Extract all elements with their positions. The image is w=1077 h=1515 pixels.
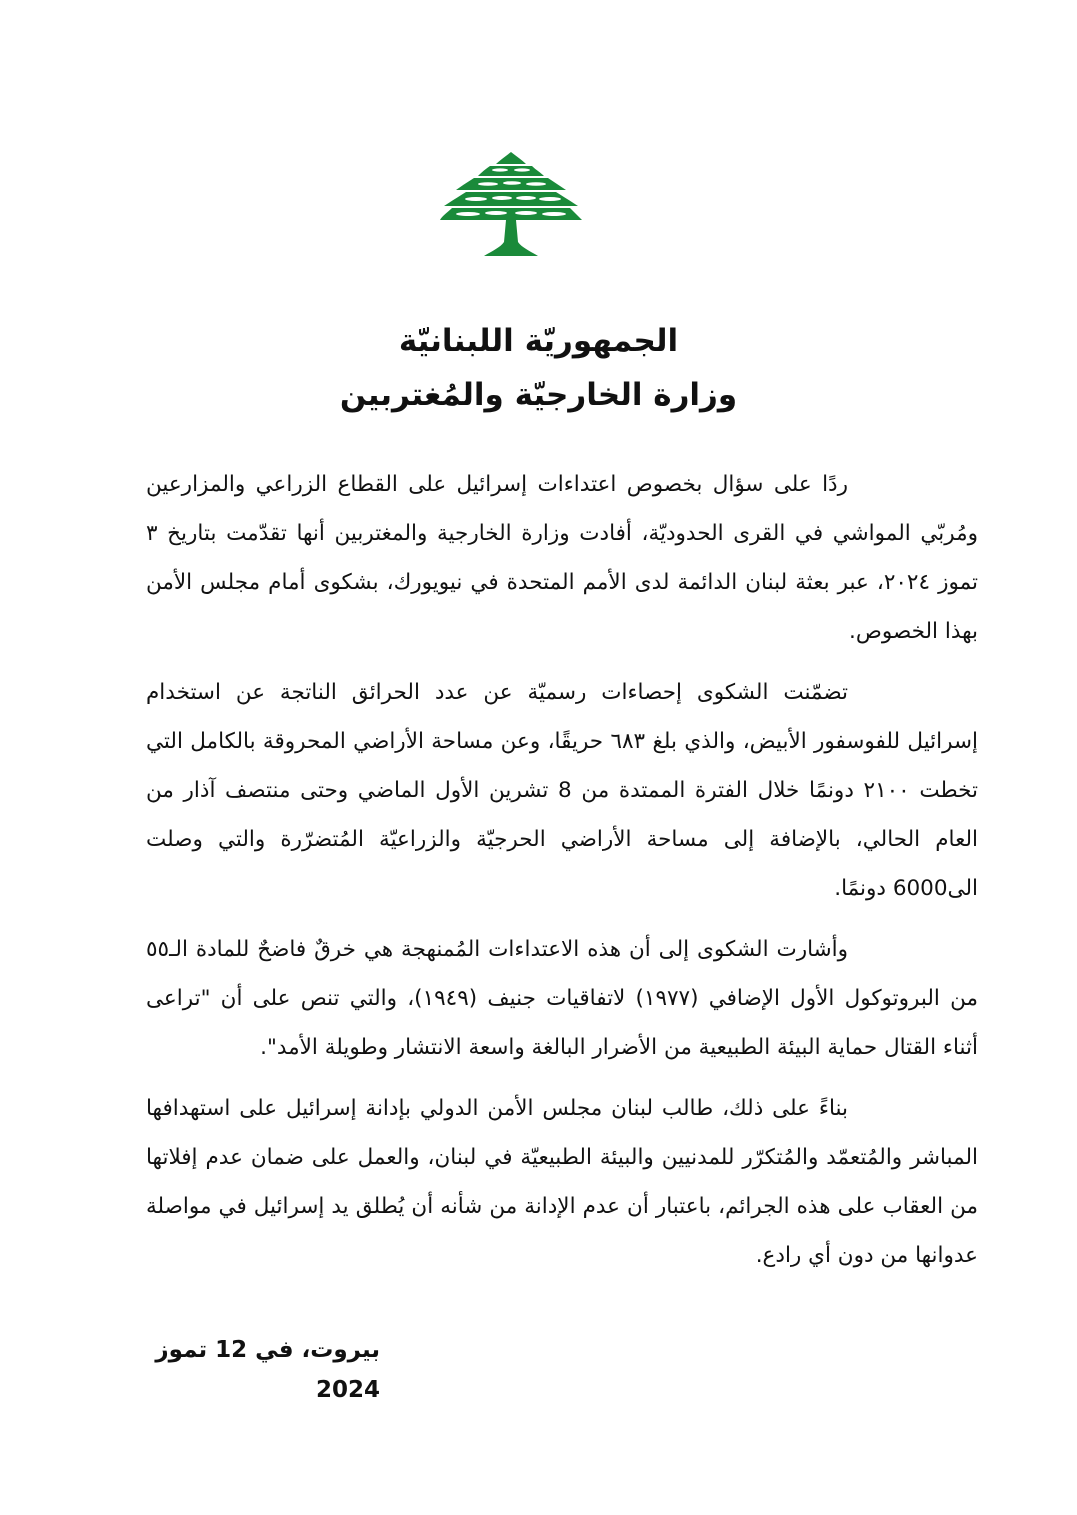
statement-body bbox=[146, 460, 978, 1292]
date-line: بيروت، في 12 تموز 2024 bbox=[155, 1337, 380, 1403]
paragraph: ردًا على سؤال بخصوص اعتداءات إسرائيل على القطاع الزراعي والمزارعين ومُربّي المواشي في القرى الحدوديّة، أفادت وزارة الخارجية والمغتربين أنها تقدّمت بتاريخ ٣ تموز ٢٠٢٤، عبر بعثة لبنان الدائمة لدى الأمم المتحدة في نيويورك، بشكوى أمام مجلس الأمن بهذا الخصوص. bbox=[146, 472, 978, 644]
country-title: الجمهوريّة اللبنانيّة bbox=[398, 323, 679, 359]
paragraph: تضمّنت الشكوى إحصاءات رسميّة عن عدد الحرائق الناتجة عن استخدام إسرائيل للفوسفور الأبيض، والذي بلغ ٦٨٣ حريقًا، وعن مساحة الأراضي المحروقة بالكامل التي تخطت ٢١٠٠ دونمًا خلال الفترة الممتدة من 8 تشرين الأول الماضي وحتى منتصف آذار من العام الحالي، بالإضافة إلى مساحة الأراضي الحرجيّة والزراعيّة المُتضرّرة والتي وصلت الى6000 دونمًا. bbox=[146, 680, 978, 901]
ministry-title: وزارة الخارجيّة والمُغتربين bbox=[339, 377, 738, 413]
paragraph: وأشارت الشكوى إلى أن هذه الاعتداءات المُمنهجة هي خرقٌ فاضحٌ للمادة الـ٥٥ من البروتوكول الأول الإضافي (١٩٧٧) لاتفاقيات جنيف (١٩٤٩)، والتي تنص على أن "تراعى أثناء القتال حماية البيئة الطبيعية من الأضرار البالغة واسعة الانتشار وطويلة الأمد". bbox=[146, 937, 978, 1060]
cedar-tree-icon bbox=[440, 150, 582, 262]
paragraph: بناءً على ذلك، طالب لبنان مجلس الأمن الدولي بإدانة إسرائيل على استهدافها المباشر والمُتعمّد والمُتكرّر للمدنيين والبيئة الطبيعيّة في لبنان، والعمل على ضمان عدم إفلاتها من العقاب على هذه الجرائم، باعتبار أن عدم الإدانة من شأنه أن يُطلق يد إسرائيل في مواصلة عدوانها من دون أي رادع. bbox=[146, 1096, 978, 1268]
